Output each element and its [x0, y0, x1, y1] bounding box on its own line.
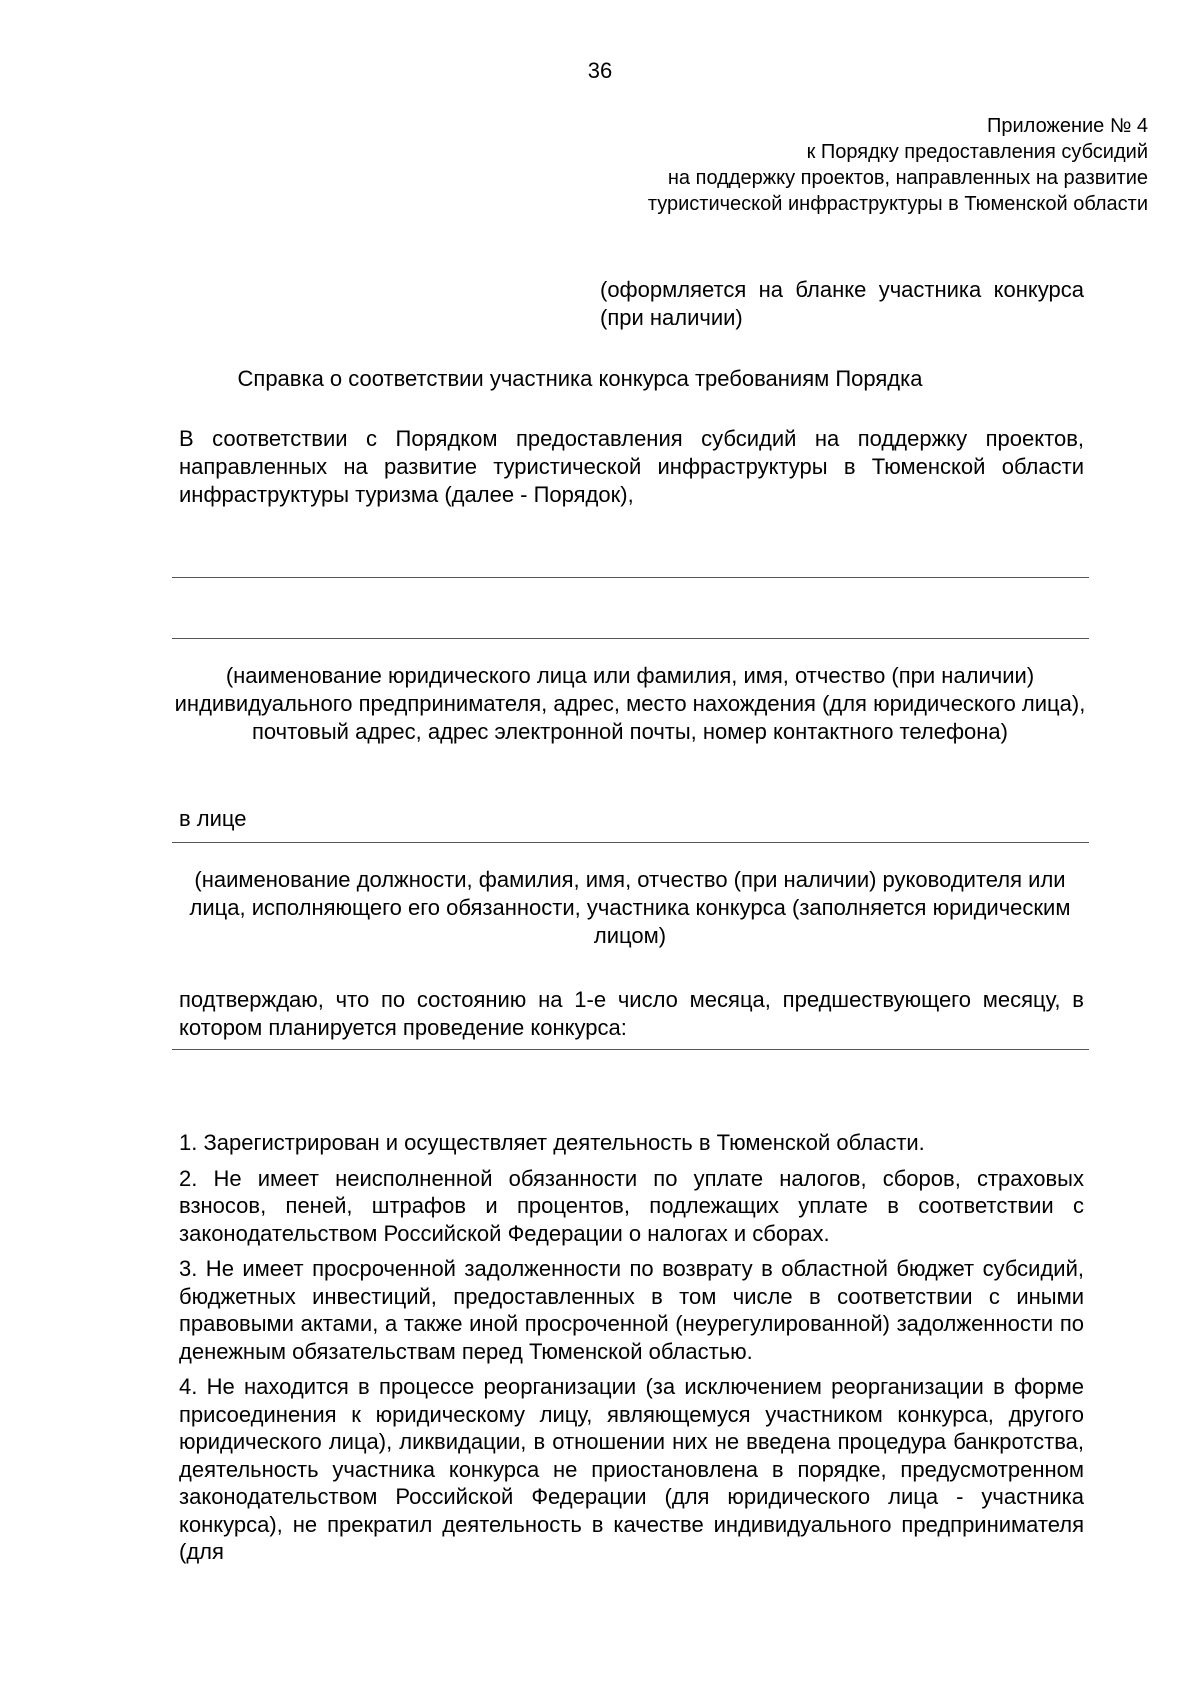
list-item: 2. Не имеет неисполненной обязанности по уплате налогов, сборов, страховых взносов, пеней, штрафов и процентов, подлежащих уплате в соответствии с законодательством Российской Федерации о налогах и сборах. [179, 1165, 1084, 1246]
letterhead-note: (оформляется на бланке участника конкурса (при наличии) [600, 277, 1084, 330]
document-title: Справка о соответствии участника конкурса требованиям Порядка [237, 366, 923, 391]
entity-caption: (наименование юридического лица или фамилия, имя, отчество (при наличии) индивидуального предпринимателя, адрес, место нахождения (для юридического лица), почтовый адрес, адрес электронной почты, номер контактного телефона) [174, 663, 1086, 744]
list-item: 1. Зарегистрирован и осуществляет деятельность в Тюменской области. [179, 1130, 925, 1155]
representative-fill-line [172, 842, 1089, 843]
confirmation-paragraph: подтверждаю, что по состоянию на 1-е число месяца, предшествующего месяцу, в котором планируется проведение конкурса: [179, 987, 1084, 1040]
appendix-line: туристической инфраструктуры в Тюменской области [647, 193, 1148, 215]
requirements-list [179, 1129, 1084, 1574]
appendix-line: на поддержку проектов, направленных на развитие [667, 167, 1148, 189]
intro-paragraph: В соответствии с Порядком предоставления субсидий на поддержку проектов, направленных на развитие туристической инфраструктуры в Тюменской области инфраструктуры туризма (далее - Порядок), [179, 426, 1084, 507]
list-item: 3. Не имеет просроченной задолженности по возврату в областной бюджет субсидий, бюджетных инвестиций, предоставленных в том числе в соответствии с иными правовыми актами, а также иной просроченной (неурегулированной) задолженности по денежным обязательствам перед Тюменской областью. [179, 1256, 1084, 1364]
list-item: 4. Не находится в процессе реорганизации (за исключением реорганизации в форме присоединения к юридическому лицу, являющемуся участником конкурса, другого юридического лица), ликвидации, в отношении них не введена процедура банкротства, деятельность участника конкурса не приостановлена в порядке, предусмотренном законодательством Российской Федерации (для юридического лица - участника конкурса), не прекратил деятельность в качестве индивидуального предпринимателя (для [179, 1374, 1084, 1564]
appendix-line: Приложение № 4 [987, 115, 1148, 137]
appendix-header [528, 113, 1148, 217]
entity-fill-line-2 [172, 638, 1089, 639]
representative-label: в лице [179, 806, 247, 831]
appendix-line: к Порядку предоставления субсидий [806, 141, 1148, 163]
page-number: 36 [587, 58, 613, 83]
confirmation-fill-line [172, 1049, 1089, 1050]
representative-caption: (наименование должности, фамилия, имя, отчество (при наличии) руководителя или лица, исполняющего его обязанности, участника конкурса (заполняется юридическим лицом) [189, 867, 1071, 948]
entity-fill-line-1 [172, 577, 1089, 578]
